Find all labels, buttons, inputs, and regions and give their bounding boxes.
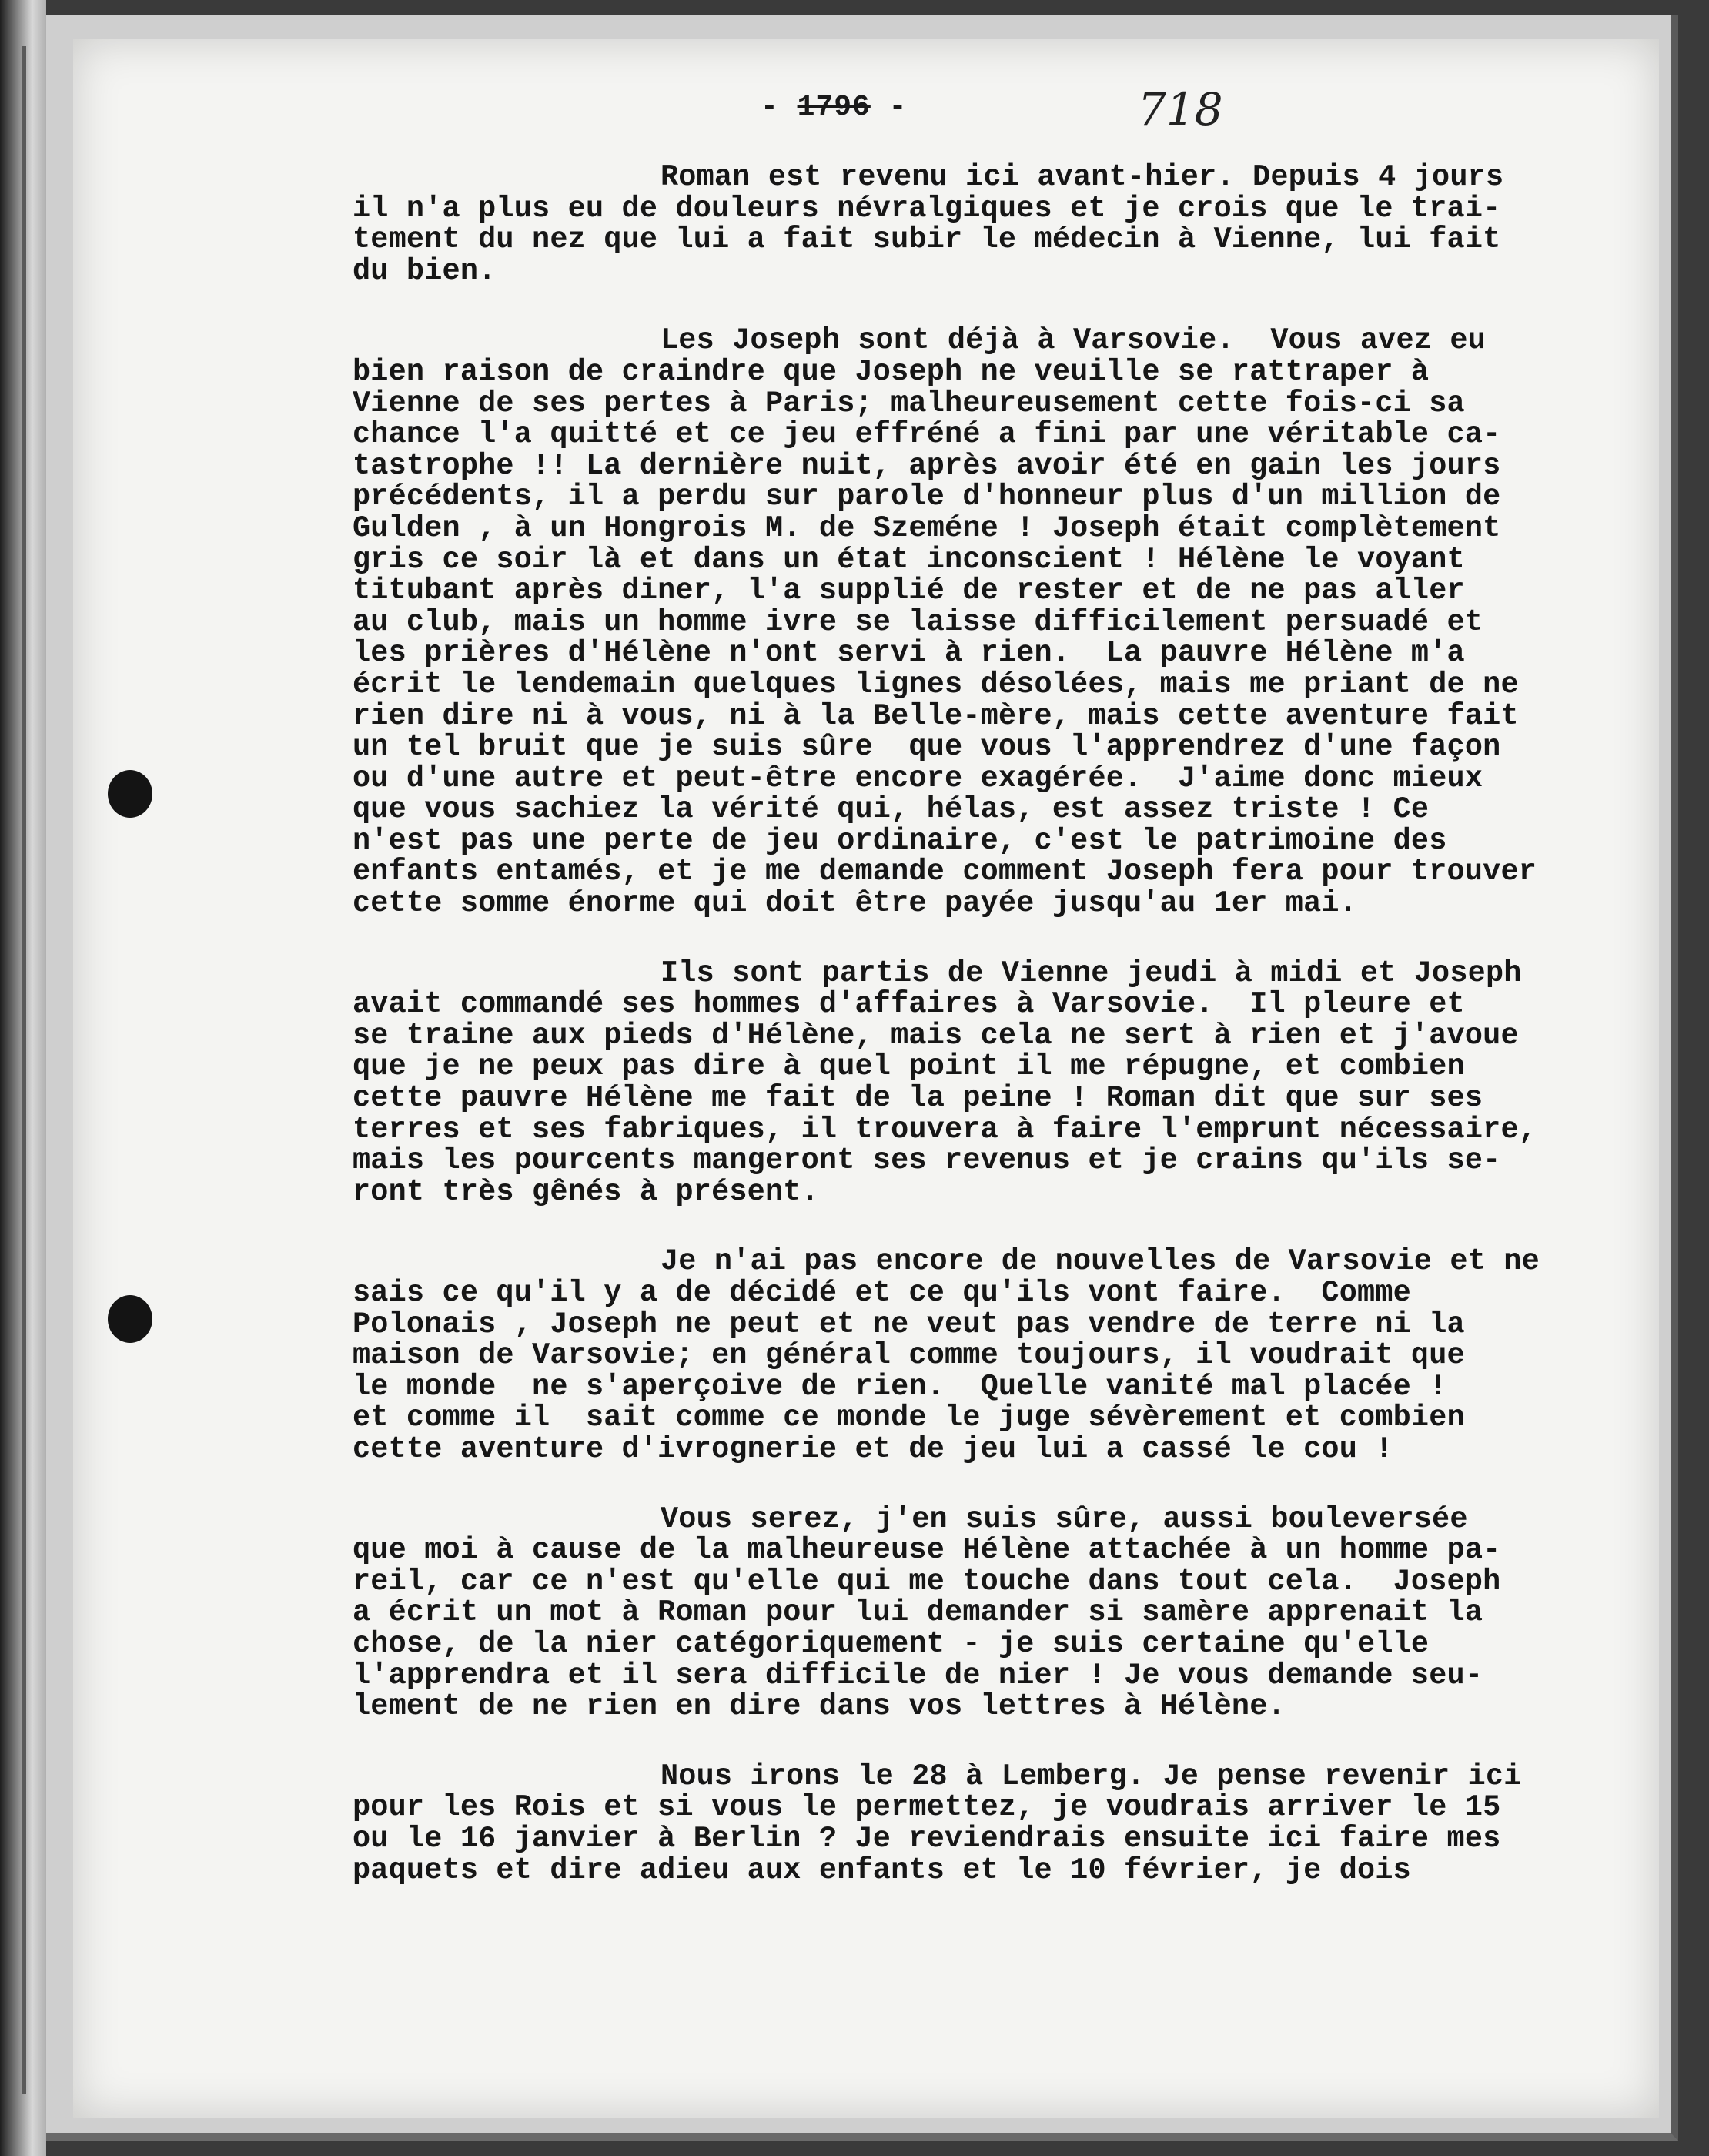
- text-line: se traine aux pieds d'Hélène, mais cela ne sert à rien et j'avoue: [353, 1018, 1519, 1053]
- paragraph-1: [353, 162, 1615, 286]
- text-line: a écrit un mot à Roman pour lui demander si samère apprenait la: [353, 1595, 1483, 1630]
- text-line: Nous irons le 28 à Lemberg. Je pense revenir ici: [661, 1759, 1522, 1793]
- text-line: l'apprendra et il sera difficile de nier ! Je vous demande seu-: [353, 1658, 1483, 1692]
- text-line: les prières d'Hélène n'ont servi à rien. La pauvre Hélène m'a: [353, 636, 1465, 671]
- punch-hole: [108, 1295, 152, 1343]
- paragraph-3: [353, 958, 1615, 1208]
- text-line: mais les pourcents mangeront ses revenus et je crains qu'ils se-: [353, 1143, 1501, 1178]
- text-line: gris ce soir là et dans un état inconscient ! Hélène le voyant: [353, 542, 1465, 577]
- text-line: que vous sachiez la vérité qui, hélas, est assez triste ! Ce: [353, 792, 1430, 827]
- text-line: maison de Varsovie; en général comme toujours, il voudrait que: [353, 1338, 1465, 1373]
- text-line: sais ce qu'il y a de décidé et ce qu'ils vont faire. Comme: [353, 1276, 1411, 1310]
- text-line: au club, mais un homme ivre se laisse difficilement persuadé et: [353, 604, 1483, 639]
- letter-body: [353, 162, 1615, 1924]
- text-line: un tel bruit que je suis sûre que vous l'apprendrez d'une façon: [353, 730, 1501, 765]
- text-line: du bien.: [353, 253, 497, 288]
- text-line: Je n'ai pas encore de nouvelles de Varsovie et ne: [661, 1244, 1540, 1279]
- text-line: Gulden , à un Hongrois M. de Szeméne ! Joseph était complètement: [353, 511, 1501, 545]
- text-line: chose, de la nier catégoriquement - je suis certaine qu'elle: [353, 1626, 1430, 1661]
- text-line: Vienne de ses pertes à Paris; malheureusement cette fois-ci sa: [353, 386, 1465, 420]
- text-line: il n'a plus eu de douleurs névralgiques et je crois que le trai-: [353, 191, 1501, 226]
- text-line: chance l'a quitté et ce jeu effréné a fini par une véritable ca-: [353, 417, 1501, 452]
- text-line: pour les Rois et si vous le permettez, je voudrais arriver le 15: [353, 1790, 1501, 1825]
- text-line: Ils sont partis de Vienne jeudi à midi et Joseph: [661, 956, 1522, 990]
- paragraph-6: [353, 1761, 1615, 1886]
- text-line: reil, car ce n'est qu'elle qui me touche dans tout cela. Joseph: [353, 1564, 1501, 1599]
- text-line: cette pauvre Hélène me fait de la peine ! Roman dit que sur ses: [353, 1081, 1483, 1116]
- text-line: Les Joseph sont déjà à Varsovie. Vous avez eu: [661, 323, 1486, 358]
- page-number: [761, 91, 907, 124]
- text-line: bien raison de craindre que Joseph ne veuille se rattraper à: [353, 354, 1430, 389]
- text-line: Polonais , Joseph ne peut et ne veut pas vendre de terre ni la: [353, 1307, 1465, 1341]
- paragraph-2: [353, 325, 1615, 919]
- text-line: le monde ne s'aperçoive de rien. Quelle vanité mal placée !: [353, 1369, 1447, 1404]
- text-line: et comme il sait comme ce monde le juge sévèrement et combien: [353, 1401, 1465, 1435]
- text-line: ront très gênés à présent.: [353, 1174, 819, 1209]
- paragraph-5: [353, 1504, 1615, 1722]
- text-line: avait commandé ses hommes d'affaires à Varsovie. Il pleure et: [353, 987, 1465, 1022]
- text-line: Vous serez, j'en suis sûre, aussi bouleversée: [661, 1502, 1468, 1536]
- text-line: lement de ne rien en dire dans vos lettres à Hélène.: [353, 1689, 1286, 1724]
- text-line: tastrophe !! La dernière nuit, après avoir été en gain les jours: [353, 448, 1501, 483]
- text-line: tement du nez que lui a fait subir le médecin à Vienne, lui fait: [353, 223, 1501, 257]
- text-line: n'est pas une perte de jeu ordinaire, c'est le patrimoine des: [353, 823, 1447, 858]
- text-line: rien dire ni à vous, ni à la Belle-mère, mais cette aventure fait: [353, 698, 1519, 733]
- text-line: terres et ses fabriques, il trouvera à faire l'emprunt nécessaire,: [353, 1112, 1537, 1147]
- text-line: que je ne peux pas dire à quel point il me répugne, et combien: [353, 1050, 1465, 1084]
- text-line: paquets et dire adieu aux enfants et le 10 février, je dois: [353, 1853, 1411, 1887]
- text-line: titubant après diner, l'a supplié de rester et de ne pas aller: [353, 574, 1465, 608]
- text-line: enfants entamés, et je me demande comment Joseph fera pour trouver: [353, 855, 1537, 889]
- text-line: écrit le lendemain quelques lignes désolées, mais me priant de ne: [353, 667, 1519, 701]
- binder-stripe: [22, 46, 26, 2094]
- text-line: que moi à cause de la malheureuse Hélène attachée à un homme pa-: [353, 1533, 1501, 1568]
- text-line: cette aventure d'ivrognerie et de jeu lui a cassé le cou !: [353, 1431, 1393, 1466]
- punch-hole: [108, 770, 152, 818]
- binder-edge: [0, 0, 46, 2156]
- text-line: ou le 16 janvier à Berlin ? Je reviendrais ensuite ici faire mes: [353, 1821, 1501, 1856]
- page-number-prefix: -: [761, 91, 798, 124]
- paragraph-4: [353, 1246, 1615, 1465]
- text-line: ou d'une autre et peut-être encore exagérée. J'aime donc mieux: [353, 761, 1483, 795]
- text-line: cette somme énorme qui doit être payée jusqu'au 1er mai.: [353, 886, 1358, 921]
- text-line: précédents, il a perdu sur parole d'honneur plus d'un million de: [353, 480, 1501, 514]
- text-line: Roman est revenu ici avant-hier. Depuis 4 jours: [661, 160, 1504, 194]
- page-number-suffix: -: [870, 91, 908, 124]
- handwritten-folio-number: 718: [1138, 83, 1223, 136]
- page-number-struck: 1796: [797, 91, 871, 124]
